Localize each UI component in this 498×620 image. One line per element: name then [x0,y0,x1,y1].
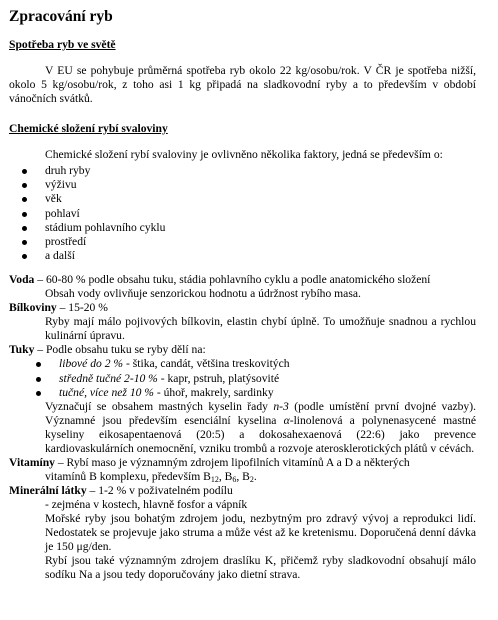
consumption-paragraph: V EU se pohybuje průměrná spotřeba ryb okolo 22 kg/osobu/rok. V ČR je spotřeba nižší, okolo 5 kg/osobu/rok, z toho asi 1 kg připadá na sladkovodní ryby a to především v období vánočních svátků. [9,64,476,105]
vitamin-subscript: 12 [210,474,219,484]
list-item: věk [9,192,476,206]
list-item [9,386,476,400]
vitaminy-text: – Rybí maso je významným zdrojem lipofilních vitamínů A a D a některých [54,455,410,469]
tuky-detail-n3: n-3 [273,399,289,413]
bilkoviny-entry [9,301,476,343]
vitaminy-detail-part: , B [236,469,250,483]
list-item [9,357,476,371]
fat-category-term: tučné, více než 10 % [59,385,154,399]
fat-category-examples: - kapr, pstruh, platýsovité [157,371,280,385]
tuky-text: – Podle obsahu tuku se ryby dělí na: [34,343,206,357]
vitamin-subscript: 2 [249,474,254,484]
vitaminy-label: Vitamíny [9,455,55,469]
bilkoviny-label: Bílkoviny [9,301,57,315]
list-item: druh ryby [9,164,476,178]
section-heading-composition: Chemické složení rybí svaloviny [9,122,168,135]
list-item: stádium pohlavního cyklu [9,221,476,235]
list-item [9,372,476,386]
mineralni-paragraph-potassium: Rybí jsou také významným zdrojem draslíku K, přičemž ryby sladkovodní obsahují málo sodíku Na a jsou tedy doporučovány jako dietní strava. [45,553,476,581]
fat-category-list [9,357,476,400]
tuky-detail-part: (podle umístění první dvojné vazby). Významné jsou především esenciální kyselina [45,399,476,427]
page-title: Zpracování ryb [9,8,113,25]
mineralni-entry [9,484,476,582]
voda-text: – 60-80 % podle obsahu tuku, stádia pohlavního cyklu a podle anatomického složení [34,273,431,287]
vitamin-subscript: 6 [232,474,237,484]
tuky-detail [45,400,476,456]
list-item: pohlaví [9,207,476,221]
fat-category-examples: - štika, candát, většina treskovitých [123,357,290,371]
voda-entry [9,273,476,301]
vitaminy-entry [9,456,476,484]
bilkoviny-text: – 15-20 % [56,301,108,315]
voda-detail: Obsah vody ovlivňuje senzorickou hodnotu a údržnost rybího masa. [45,287,361,301]
mineralni-text: – 1-2 % v poživatelném podílu [86,483,233,497]
bilkoviny-detail: Ryby mají málo pojivových bílkovin, elastin chybí úplně. To umožňuje snadnou a rychlou kulinární úpravu. [45,315,476,343]
voda-label: Voda [9,273,35,287]
mineralni-label: Minerální látky [9,483,87,497]
list-item: prostředí [9,235,476,249]
fat-category-term: středně tučné 2-10 % [59,371,158,385]
vitaminy-detail-part: vitamínů B komplexu, především B [45,469,211,483]
composition-intro: Chemické složení rybí svaloviny je ovlivněno několika faktory, jedná se především o: [45,148,443,161]
tuky-entry [9,343,476,456]
mineralni-note: - zejména v kostech, hlavně fosfor a vápník [45,497,248,511]
fat-category-examples: - úhoř, makrely, sardinky [153,385,274,399]
vitaminy-detail-part: . [253,469,257,483]
tuky-detail-part: Vyznačují se obsahem mastných kyselin řady [45,399,274,413]
tuky-label: Tuky [9,343,35,357]
mineralni-paragraph-iodine: Mořské ryby jsou bohatým zdrojem jodu, nezbytným pro zdravý vývoj a reprodukci lidí. Nedostatek se projevuje jako struma a může vést až ke kretenismu. Doporučená denní dávka je 150 μg/den. [45,511,476,553]
tuky-detail-alpha: α [283,413,290,427]
section-heading-consumption: Spotřeba ryb ve světě [9,38,116,51]
factor-list [9,164,476,263]
tuky-detail-part: -linolenová a polynenasycené mastné kyseliny eikosapentaenová (20:5) a dokosahexaenová (22:6) jako prevence kardiovaskulárních onemocnění, vzniku trombů a rozvoje aterosklerotických plátů v cévách. [45,413,476,455]
vitaminy-detail [45,470,476,484]
fat-category-term: libové do 2 % [59,357,124,371]
list-item: a další [9,249,476,263]
list-item: výživu [9,178,476,192]
vitaminy-detail-part: , B [218,469,233,483]
